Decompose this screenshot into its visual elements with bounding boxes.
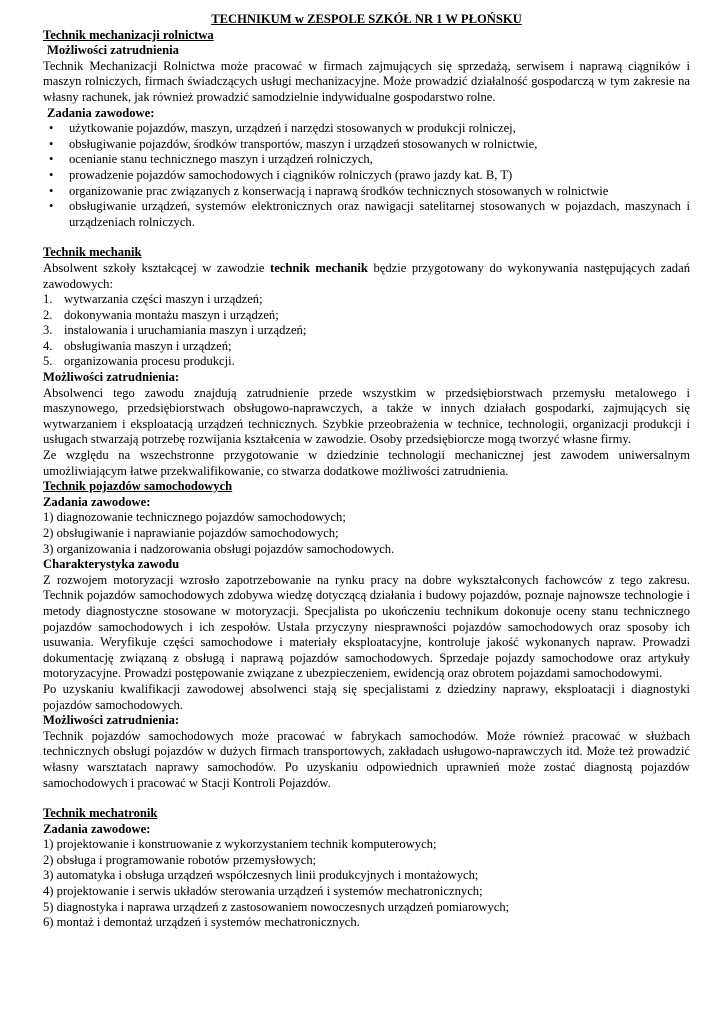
subheading-employment: Możliwości zatrudnienia [47,43,179,58]
list-item-text: użytkowanie pojazdów, maszyn, urządzeń i narzędzi stosowanych w produkcji rolniczej, [69,121,516,136]
list-item: 2) obsługa i programowanie robotów przemysłowych; [43,852,317,867]
list-item [43,168,690,184]
document-title: TECHNIKUM w ZESPOLE SZKÓŁ NR 1 W PŁOŃSKU [211,12,522,26]
intro-text: Absolwent szkoły kształcącej w zawodzie [43,260,271,275]
list-item-text: obsługiwanie pojazdów, środków transportów, maszyn i urządzeń stosowanych w rolnictwie, [69,136,538,151]
bullet-icon: • [49,136,54,151]
paragraph: Absolwenci tego zawodu znajdują zatrudnienie przede wszystkim w przedsiębiorstwach przemysłu metalowego i maszynowego, przedsiębiorstwach obsługowo-naprawczych, a także w innych działach gospodarki, zajmujących się wytwarzaniem i eksploatacją urządzeń technicznych. Szybkie przeobrażenia w technice, technologii, organizacji produkcji i usługach stwarzają potrzebę rozwijania kształcenia w zawodzie. Osoby przedsiębiorcze mogą tworzyć własne firmy. [43,385,690,447]
list-item [43,323,690,339]
list-item-text: organizowanie prac związanych z konserwacją i naprawą środków technicznych stosowanych w rolnictwie [69,183,609,198]
document-page [43,12,690,931]
list-item: 3) automatyka i obsługa urządzeń współczesnych linii produkcyjnych i montażowych; [43,868,479,883]
bullet-icon: • [49,199,54,214]
intro-bold-text: technik mechanik [270,260,368,275]
list-item-text: prowadzenie pojazdów samochodowych i ciągników rolniczych (prawo jazdy kat. B, T) [69,167,513,182]
subheading-tasks: Zadania zawodowe: [43,821,151,836]
list-item: 3) organizowania i nadzorowania obsługi pojazdów samochodowych. [43,541,395,556]
list-item [43,339,690,355]
section-technik-mechanizacji [43,28,690,231]
list-item: 1) projektowanie i konstruowanie z wykorzystaniem technik komputerowych; [43,837,437,852]
list-item [43,137,690,153]
subheading-characteristics: Charakterystyka zawodu [43,557,180,572]
subheading-tasks: Zadania zawodowe: [43,494,151,509]
bullet-icon: • [49,183,54,198]
subheading-employment: Możliwości zatrudnienia: [43,713,180,728]
paragraph: Po uzyskaniu kwalifikacji zawodowej absolwenci stają się specjalistami z dziedziny naprawy, eksploatacji i diagnostyki pojazdów samochodowych. [43,681,690,712]
section-heading: Technik mechatronik [43,806,158,821]
list-item: 2) obsługiwanie i naprawianie pojazdów samochodowych; [43,526,339,540]
section-heading: Technik mechanizacji rolnictwa [43,27,214,42]
list-item-text: organizowania procesu produkcji. [64,354,235,369]
paragraph: Technik Mechanizacji Rolnictwa może pracować w firmach zajmujących się sprzedażą, serwisem i naprawą ciągników i maszyn rolniczych, firmach świadczących usługi mechanizacyjne. Może prowadzić działalność gospodarczą w tym zakresie na własny rachunek, jak również prowadzić samodzielnie indywidualne gospodarstwo rolne. [43,58,690,104]
list-item-text: wytwarzania części maszyn i urządzeń; [64,292,263,307]
list-item: 5) diagnostyka i naprawa urządzeń z zastosowaniem nowoczesnych urządzeń pomiarowych; [43,899,510,914]
list-item [43,121,690,137]
list-number: 2. [43,307,53,322]
list-item-text: obsługiwanie urządzeń, systemów elektronicznych oraz nawigacji satelitarnej stosowanych w pojazdach, maszynach i urządzeniach rolniczych. [69,199,690,229]
bullet-icon: • [49,152,54,167]
subheading-tasks: Zadania zawodowe: [47,105,155,120]
list-number: 3. [43,323,53,338]
list-item-text: ocenianie stanu technicznego maszyn i urządzeń rolniczych, [69,152,373,167]
bullet-icon: • [49,167,54,182]
list-item [43,292,690,308]
paragraph: Z rozwojem motoryzacji wzrosło zapotrzebowanie na rynku pracy na dobre wykształconych fachowców z tego zakresu. Technik pojazdów samochodowych zdobywa wiedzę dotyczącą działania i budowy pojazdów, poznaje najnowsze technologie i metody diagnostyczne stosowane w motoryzacji. Specjalista po ukończeniu technikum dokonuje oceny stanu technicznego pojazdów samochodowych i ich zespołów. Ustala przyczyny niesprawności pojazdów samochodowych oraz sposoby ich usuwania. Weryfikuje części samochodowe i materiały eksploatacyjne, kontroluje jakość wykonanych napraw. Prowadzi dokumentację związaną z obsługą i naprawą pojazdów samochodowych. Sprzedaje pojazdy samochodowe oraz artykuły motoryzacyjne. Prowadzi postępowanie związane z ubezpieczeniem, ewidencją oraz obrotem pojazdami samochodowymi. [43,572,690,681]
list-item-text: obsługiwania maszyn i urządzeń; [64,338,232,353]
list-item: 4) projektowanie i serwis układów sterowania urządzeń i systemów mechatronicznych; [43,884,483,899]
list-item [43,152,690,168]
list-item: 1) diagnozowanie technicznego pojazdów samochodowych; [43,510,346,525]
task-list [43,121,690,230]
list-item-text: instalowania i uruchamiania maszyn i urządzeń; [64,323,307,338]
section-heading: Technik pojazdów samochodowych [43,479,233,494]
paragraph [43,261,690,292]
list-item [43,184,690,200]
list-item-text: dokonywania montażu maszyn i urządzeń; [64,307,279,322]
list-number: 5. [43,354,53,369]
section-technik-mechatronik [43,806,690,931]
list-number: 4. [43,338,53,353]
intro-text: będzie przygotowany do wykonywania następujących zadań zawodowych: [43,260,690,291]
bullet-icon: • [49,121,54,136]
list-item [43,354,690,370]
list-item [43,308,690,324]
section-technik-pojazdow [43,479,690,791]
task-list [43,837,690,931]
subheading-employment: Możliwości zatrudnienia: [43,370,180,385]
section-heading: Technik mechanik [43,245,142,260]
task-list [43,510,690,557]
section-technik-mechanik [43,245,690,479]
paragraph: Ze względu na wszechstronne przygotowanie w dziedzinie technologii mechanicznej jest zawodem uniwersalnym umożliwiającym łatwe przekwalifikowanie, co stwarza dodatkowe możliwości zatrudnienia. [43,448,690,478]
list-item [43,199,690,230]
paragraph: Technik pojazdów samochodowych może pracować w fabrykach samochodów. Może również pracować w służbach technicznych obsługi pojazdów w dużych firmach transportowych, zakładach usługowo-naprawczych itd. Może też prowadzić własny warsztatach naprawy samochodów. Po uzyskaniu odpowiednich uprawnień może zostać diagnostą pojazdów samochodowych i pracować w Stacji Kontroli Pojazdów. [43,728,690,790]
list-item: 6) montaż i demontaż urządzeń i systemów mechatronicznych. [43,915,360,930]
list-number: 1. [43,292,53,307]
numbered-list [43,292,690,370]
